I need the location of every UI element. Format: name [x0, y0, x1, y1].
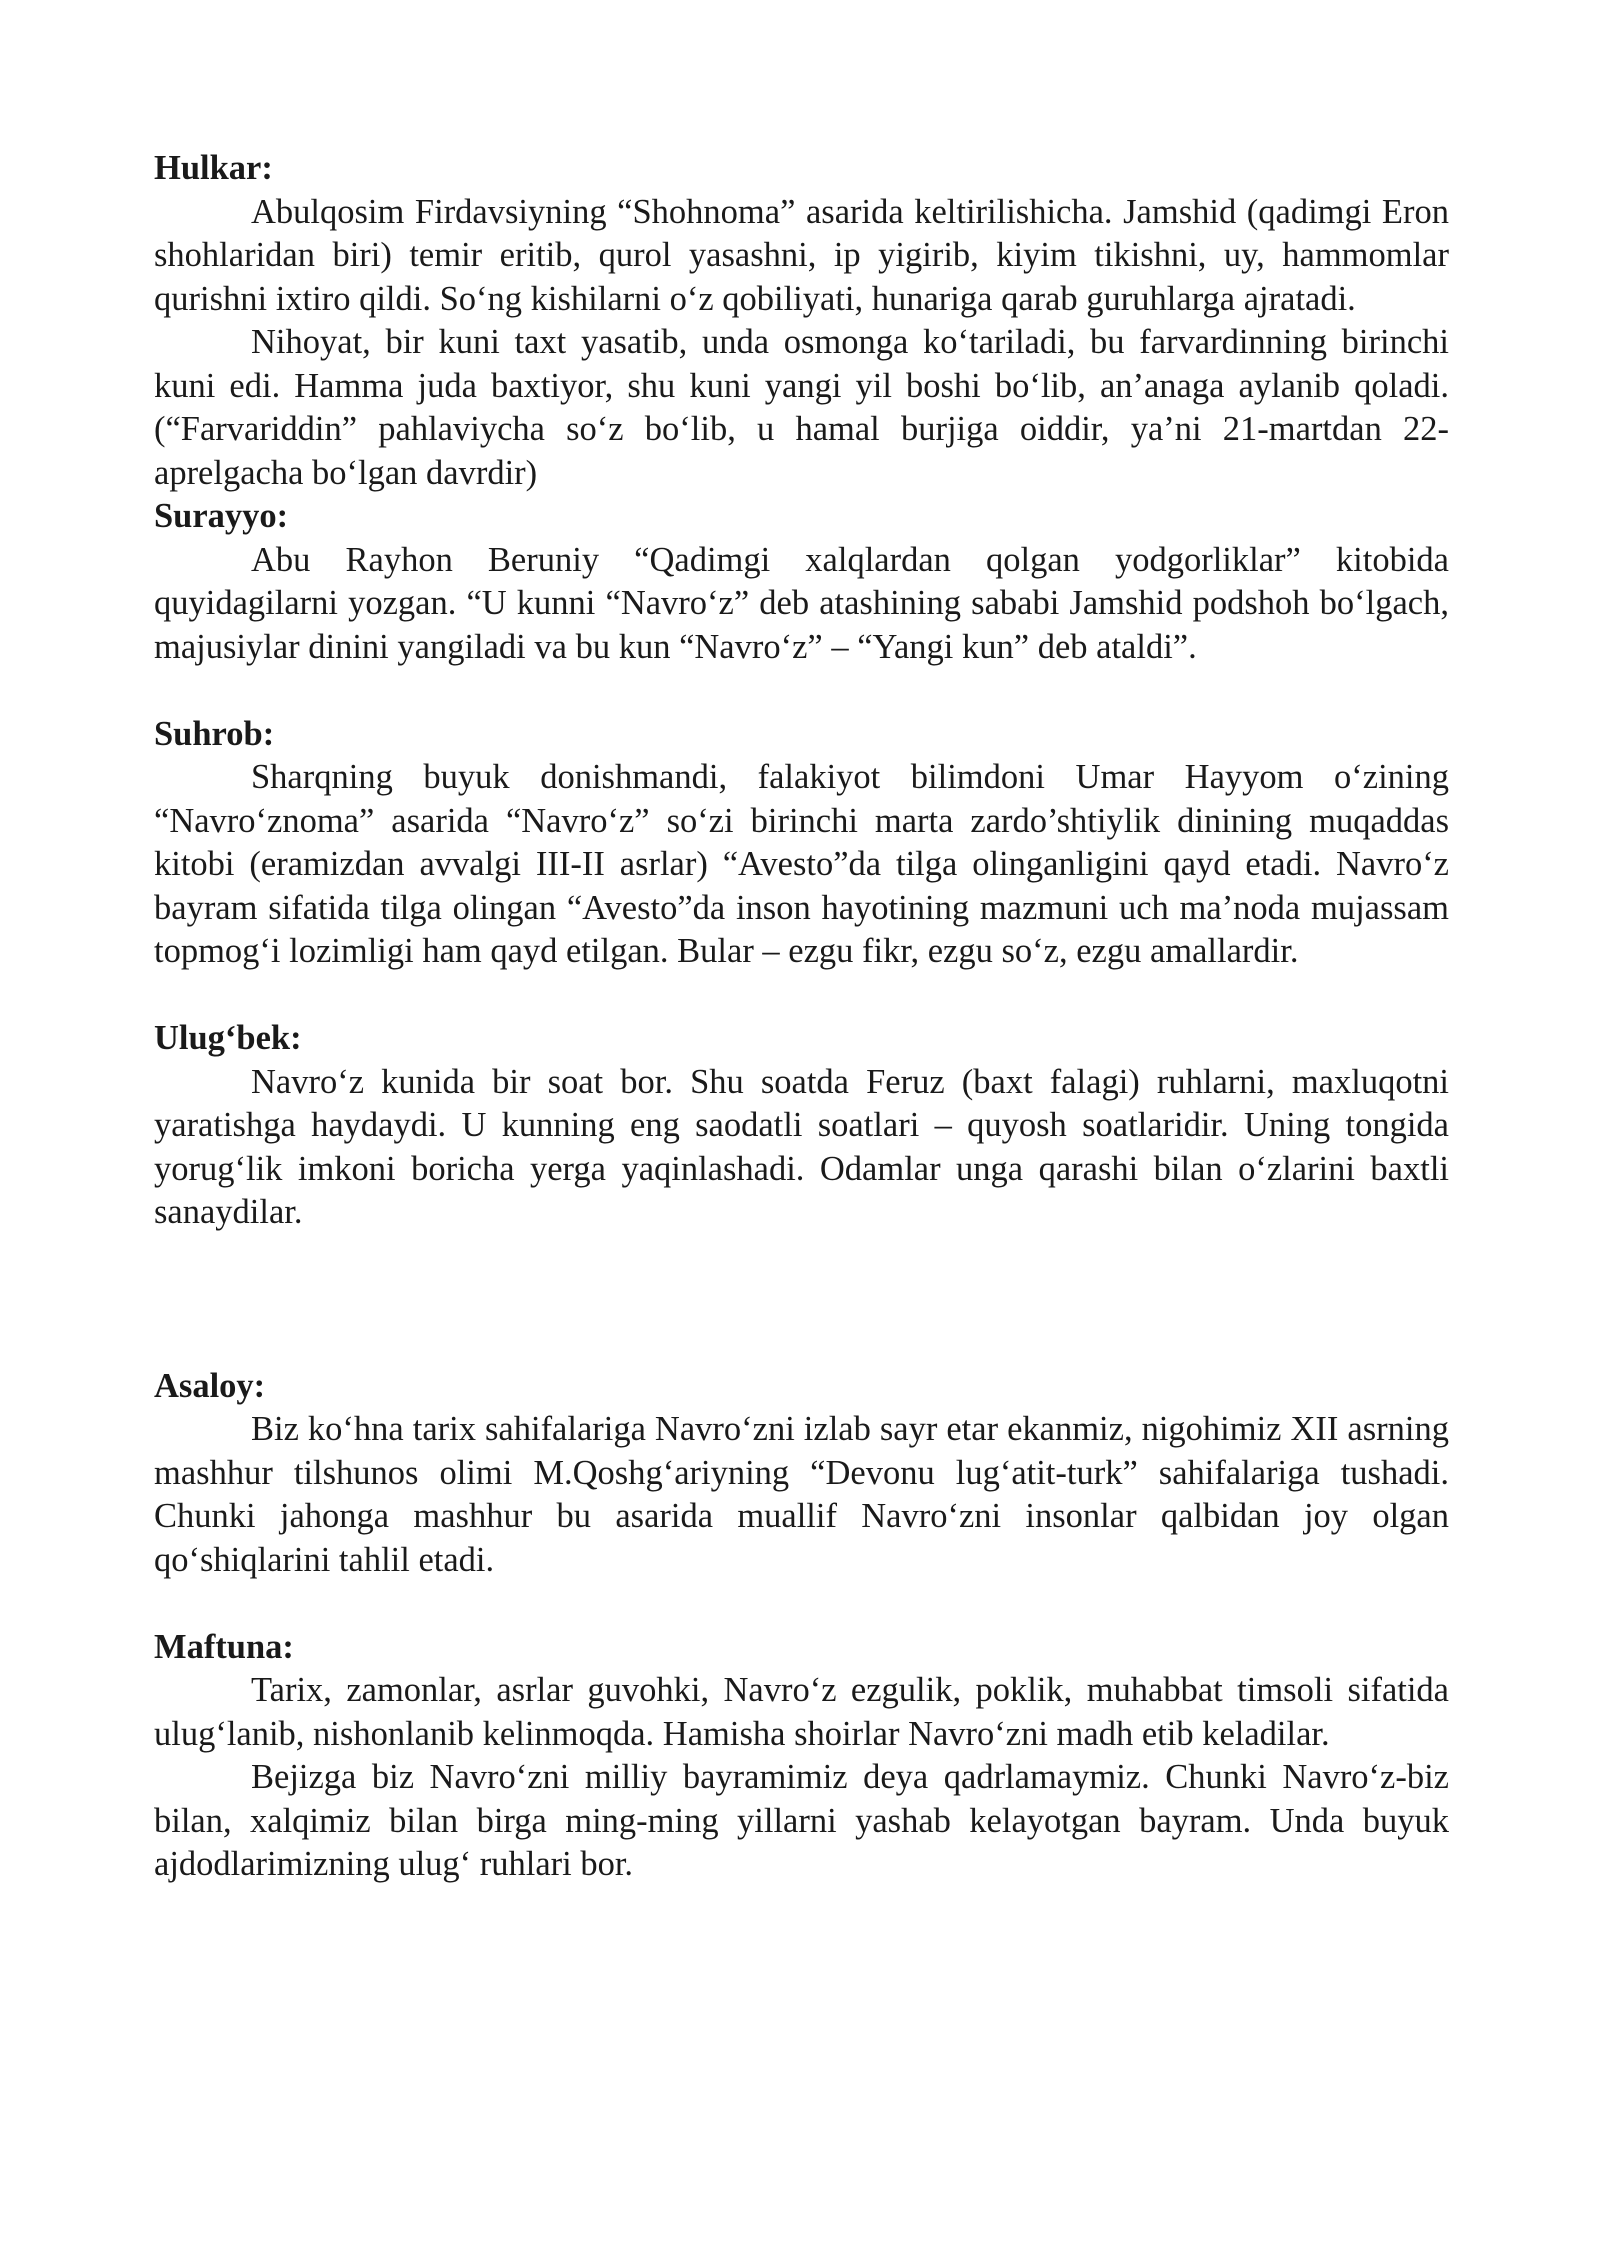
paragraph: Tarix, zamonlar, asrlar guvohki, Navro‘z ezgulik, poklik, muhabbat timsoli sifatida ulug‘lanib, nishonlanib kelinmoqda. Hamisha shoirlar Navro‘zni madh etib keladilar. [154, 1671, 1449, 1753]
speaker-name: Ulug‘bek: [154, 1019, 302, 1057]
section-asaloy [154, 1365, 1449, 1583]
document-page [154, 147, 1449, 1887]
section-ulugbek [154, 1017, 1449, 1235]
paragraph: Bejizga biz Navro‘zni milliy bayramimiz deya qadrlamaymiz. Chunki Navro‘z-biz bilan, xalqimiz bilan birga ming-ming yillarni yashab kelayotgan bayram. Unda buyuk ajdodlarimizning ulug‘ ruhlari bor. [154, 1758, 1449, 1883]
paragraph: Abu Rayhon Beruniy “Qadimgi xalqlardan qolgan yodgorliklar” kitobida quyidagilarni yozgan. “U kunni “Navro‘z” deb atashining sababi Jamshid podshoh bo‘lgach, majusiylar dinini yangiladi va bu kun “Navro‘z” – “Yangi kun” deb ataldi”. [154, 540, 1449, 666]
blank-line [154, 974, 1449, 1018]
speaker-name: Suhrob: [154, 714, 275, 753]
section-surayyo [154, 495, 1449, 669]
speaker-name: Asaloy: [154, 1366, 266, 1405]
blank-line [154, 669, 1449, 713]
paragraph: Nihoyat, bir kuni taxt yasatib, unda osmonga ko‘tariladi, bu farvardinning birinchi kuni edi. Hamma juda baxtiyor, shu kuni yangi yil boshi bo‘lib, an’anaga aylanib qoladi. (“Farvariddin” pahlaviycha so‘z bo‘lib, u hamal burjiga oiddir, ya’ni 21-martdan 22-aprelgacha bo‘lgan davrdir) [154, 323, 1449, 492]
paragraph: Biz ko‘hna tarix sahifalariga Navro‘zni izlab sayr etar ekanmiz, nigohimiz XII asrning mashhur tilshunos olimi M.Qoshg‘ariyning “Devonu lug‘atit-turk” sahifalariga tushadi. Chunki jahonga mashhur bu asarida muallif Navro‘zni insonlar qalbidan joy olgan qo‘shiqlarini tahlil etadi. [154, 1410, 1449, 1579]
blank-lines [154, 1235, 1449, 1365]
section-maftuna [154, 1626, 1449, 1887]
section-hulkar [154, 147, 1449, 495]
section-suhrob [154, 713, 1449, 974]
paragraph: Sharqning buyuk donishmandi, falakiyot bilimdoni Umar Hayyom o‘zining “Navro‘znoma” asarida “Navro‘z” so‘zi birinchi marta zardo’shtiylik dinining muqaddas kitobi (eramizdan avvalgi III-II asrlar) “Avesto”da tilga olinganligini qayd etadi. Navro‘z bayram sifatida tilga olingan “Avesto”da inson hayotining mazmuni uch ma’noda mujassam topmog‘i lozimligi ham qayd etilgan. Bular – ezgu fikr, ezgu so‘z, ezgu amallardir. [154, 758, 1449, 970]
speaker-name: Maftuna: [154, 1627, 294, 1666]
blank-line [154, 1582, 1449, 1626]
speaker-name: Hulkar: [154, 149, 273, 187]
speaker-name: Surayyo: [154, 497, 289, 535]
paragraph: Navro‘z kunida bir soat bor. Shu soatda Feruz (baxt falagi) ruhlarni, maxluqotni yaratishga haydaydi. U kunning eng saodatli soatlari – quyosh soatlaridir. Uning tongida yorug‘lik imkoni boricha yerga yaqinlashadi. Odamlar unga qarashi bilan o‘zlarini baxtli sanaydilar. [154, 1062, 1449, 1231]
paragraph: Abulqosim Firdavsiyning “Shohnoma” asarida keltirilishicha. Jamshid (qadimgi Eron shohlaridan biri) temir eritib, qurol yasashni, ip yigirib, kiyim tikishni, uy, hammomlar qurishni ixtiro qildi. So‘ng kishilarni o‘z qobiliyati, hunariga qarab guruhlarga ajratadi. [154, 192, 1449, 318]
